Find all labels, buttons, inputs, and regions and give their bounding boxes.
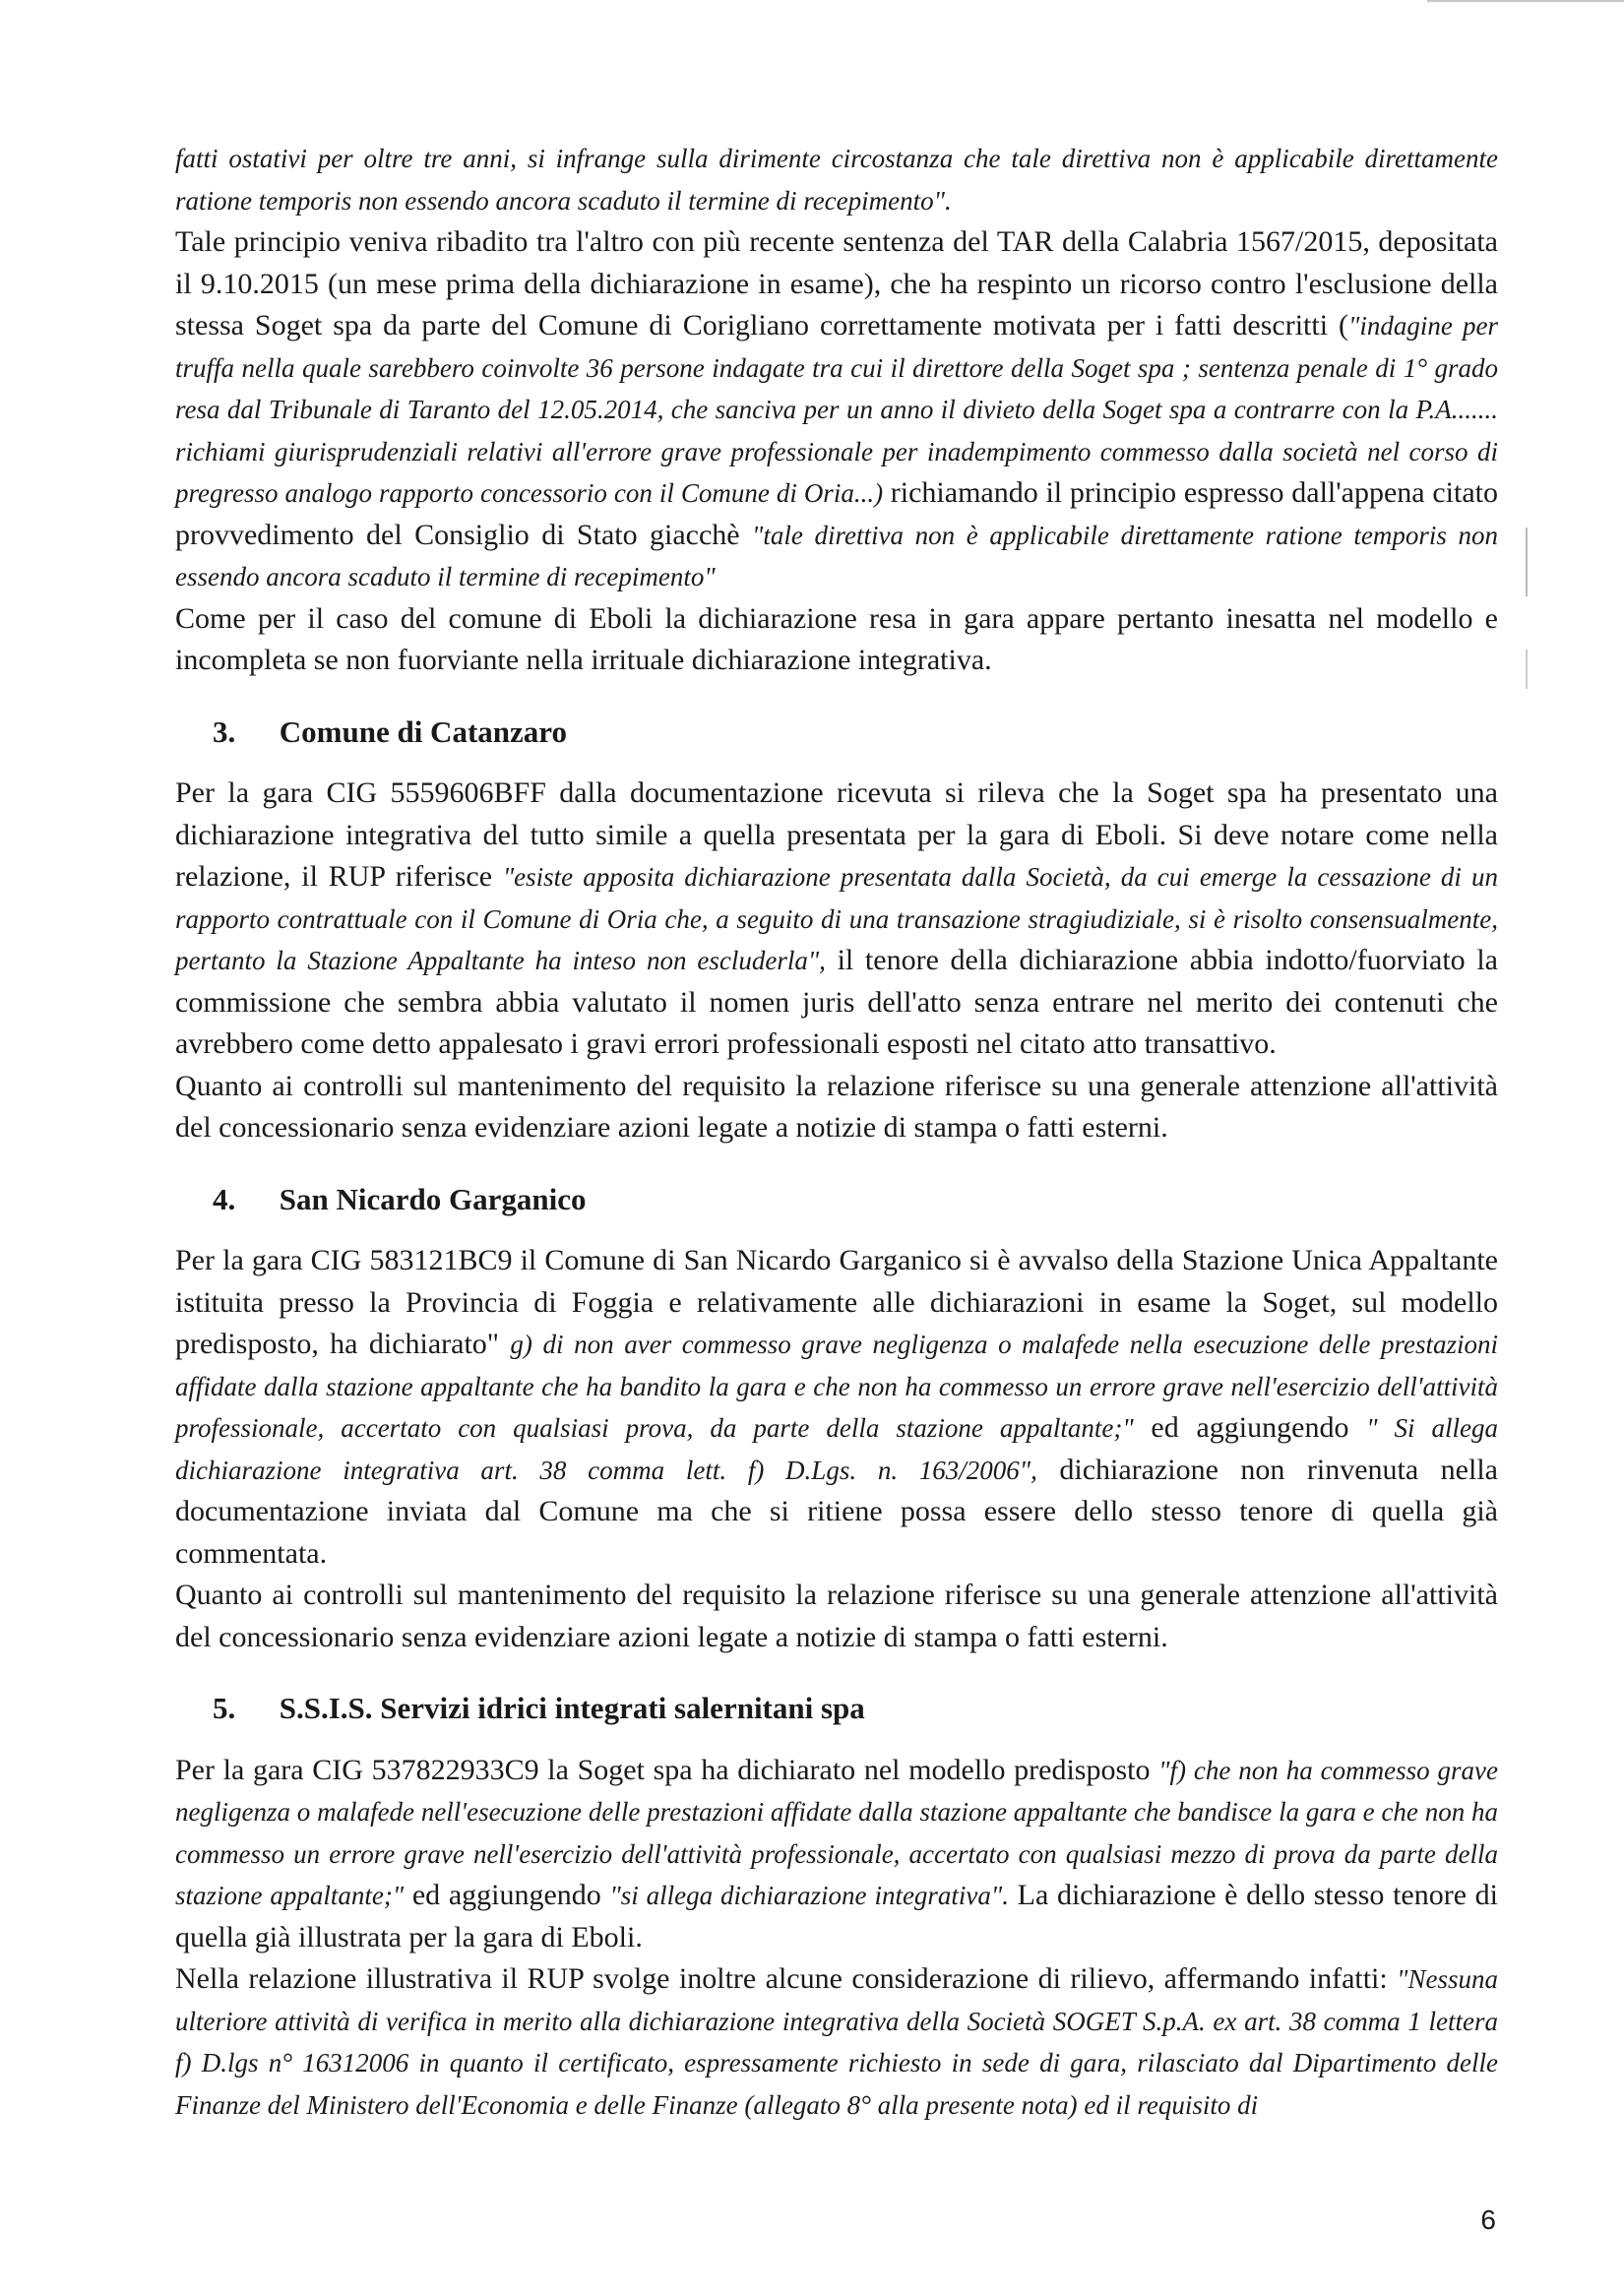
paragraph-text: dichiarazione non rinvenuta nella documentazione inviata dal Comune ma che si ritiene possa essere dello stesso tenore di quella già commentata. <box>175 1453 1498 1570</box>
paragraph-text: ed aggiungendo <box>404 1879 610 1911</box>
intro-paragraph-2 <box>175 221 1498 598</box>
scan-margin-mark <box>1526 527 1528 596</box>
italic-quote: "indagine per truffa nella quale sarebbero coinvolte 36 persone indagate tra cui il direttore della Soget spa ; sentenza penale di 1° grado resa dal Tribunale di Taranto del 12.05.2014, che sanciva per un anno il divieto della Soget spa a contrarre con la P.A....... richiami giurisprudenziali relativi all'errore grave professionale per inadempimento commesso dalla società nel corso di pregresso analogo rapporto concessorio con il Comune di Oria...) <box>175 311 1498 508</box>
paragraph-text: Tale principio veniva ribadito tra l'altro con più recente sentenza del TAR della Calabria 1567/2015, depositata il 9.10.2015 (un mese prima della dichiarazione in esame), che ha respinto un ricorso contro l'esclusione della stessa Soget spa da parte del Comune di Corigliano correttamente motivata per i fatti descritti ( <box>175 225 1498 341</box>
section-heading-4 <box>175 1179 1498 1221</box>
italic-quote: "tale direttiva non è applicabile direttamente ratione temporis non essendo ancora scaduto il termine di recepimento" <box>175 520 1498 591</box>
italic-quote: "f) che non ha commesso grave negligenza o malafede nell'esecuzione delle prestazioni affidate dalla stazione appaltante che bandisce la gara e che non ha commesso un errore grave nell'esercizio dell'attività professionale, accertato con qualsiasi mezzo di prova da parte della stazione appaltante;" <box>175 1755 1498 1910</box>
italic-quote: "esiste apposita dichiarazione presentata dalla Società, da cui emerge la cessazione di un rapporto contrattuale con il Comune di Oria che, a seguito di una transazione stragiudiziale, si è risolto consensualmente, pertanto la Stazione Appaltante ha inteso non escluderla", <box>175 862 1498 975</box>
section3-paragraph-1 <box>175 773 1498 1066</box>
paragraph-text: Per la gara CIG 537822933C9 la Soget spa ha dichiarato nel modello predisposto <box>175 1753 1159 1786</box>
paragraph-text: richiamando il principio espresso dall'appena citato provvedimento del Consiglio di Stato giacchè <box>175 476 1498 551</box>
section-title: Comune di Catanzaro <box>279 713 567 749</box>
paragraph-text: Quanto ai controlli sul mantenimento del requisito la relazione riferisce su una generale attenzione all'attività del concessionario senza evidenziare azioni legate a notizie di stampa o fatti esterni. <box>175 1069 1498 1144</box>
italic-quote: g) di non aver commesso grave negligenza o malafede nella esecuzione delle prestazioni affidate dalla stazione appaltante che ha bandito la gara e che non ha commesso un errore grave nell'esercizio dell'attività professionale, accertato con qualsiasi prova, da parte della stazione appaltante;" <box>175 1330 1498 1443</box>
section3-paragraph-2 <box>175 1066 1498 1149</box>
section4-paragraph-2 <box>175 1575 1498 1658</box>
italic-quote: "si allega dichiarazione integrativa". <box>609 1881 1010 1910</box>
section-title: S.S.I.S. Servizi idrici integrati salernitani spa <box>279 1691 865 1725</box>
section-title: San Nicardo Garganico <box>279 1181 587 1216</box>
paragraph-text: ed aggiungendo <box>1133 1411 1367 1444</box>
section5-paragraph-1 <box>175 1750 1498 1959</box>
section4-paragraph-1 <box>175 1240 1498 1575</box>
italic-quote: "Nessuna ulteriore attività di verifica in merito alla dichiarazione integrativa della Società SOGET S.p.A. ex art. 38 comma 1 lettera f) D.lgs n° 16312006 in quanto il certificato, espressamente richiesto in sede di gara, rilasciato dal Dipartimento delle Finanze del Ministero dell'Economia e delle Finanze (allegato 8° alla presente nota) ed il requisito di <box>175 1964 1498 2120</box>
section5-paragraph-2 <box>175 1958 1498 2126</box>
document-body <box>175 138 1498 2126</box>
paragraph-text: il tenore della dichiarazione abbia indotto/fuorviato la commissione che sembra abbia valutato il nomen juris dell'atto senza entrare nel merito dei contenuti che avrebbero come detto appalesato i gravi errori professionali esposti nel citato atto transattivo. <box>175 944 1498 1060</box>
intro-paragraph-3 <box>175 598 1498 682</box>
scan-margin-mark <box>1526 650 1528 689</box>
section-number: 3. <box>213 713 236 749</box>
italic-quote: " Si allega dichiarazione integrativa art. 38 comma lett. f) D.Lgs. n. 163/2006", <box>175 1413 1499 1485</box>
paragraph-text: Nella relazione illustrativa il RUP svolge inoltre alcune considerazione di rilievo, affermando infatti: <box>175 1962 1398 1995</box>
italic-quote: fatti ostativi per oltre tre anni, si infrange sulla dirimente circostanza che tale direttiva non è applicabile direttamente ratione temporis non essendo ancora scaduto il termine di recepimento". <box>175 144 1498 216</box>
paragraph-text: Per la gara CIG 5559606BFF dalla documentazione ricevuta si rileva che la Soget spa ha presentato una dichiarazione integrativa del tutto simile a quella presentata per la gara di Eboli. Si deve notare come nella relazione, il RUP riferisce <box>175 776 1498 893</box>
section-heading-3 <box>175 712 1498 754</box>
paragraph-text: La dichiarazione è dello stesso tenore di quella già illustrata per la gara di Eboli. <box>175 1879 1499 1953</box>
scan-edge-line <box>1427 0 1624 2</box>
section-number: 4. <box>213 1181 236 1216</box>
page-number: 6 <box>1480 2204 1496 2235</box>
paragraph-text: Per la gara CIG 583121BC9 il Comune di San Nicardo Garganico si è avvalso della Stazione Unica Appaltante istituita presso la Provincia di Foggia e relativamente alle dichiarazioni in esame la Soget, sul modello predisposto, ha dichiarato" <box>175 1244 1498 1360</box>
paragraph-text: Come per il caso del comune di Eboli la dichiarazione resa in gara appare pertanto inesatta nel modello e incompleta se non fuorviante nella irrituale dichiarazione integrativa. <box>175 601 1498 676</box>
section-number: 5. <box>213 1691 236 1725</box>
paragraph-text: Quanto ai controlli sul mantenimento del requisito la relazione riferisce su una generale attenzione all'attività del concessionario senza evidenziare azioni legate a notizie di stampa o fatti esterni. <box>175 1579 1498 1653</box>
intro-paragraph-1 <box>175 138 1498 221</box>
section-heading-5 <box>175 1688 1498 1730</box>
